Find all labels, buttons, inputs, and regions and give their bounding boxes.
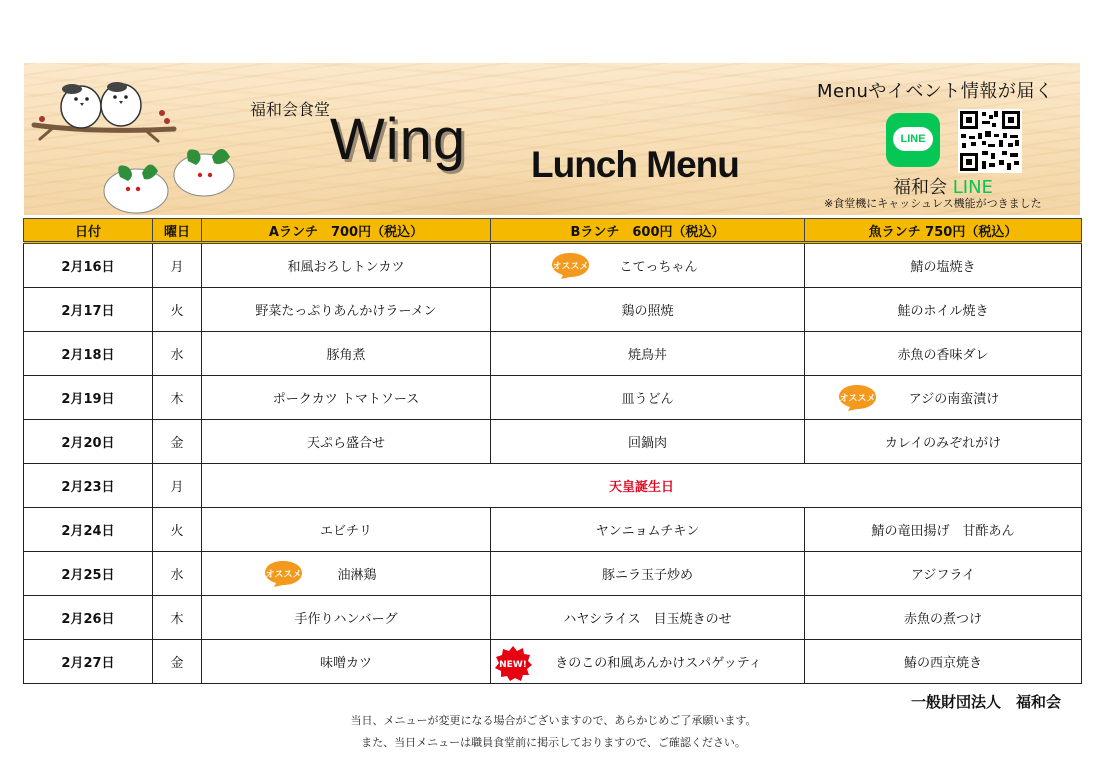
date-cell: 2月18日	[24, 332, 153, 376]
table-row	[24, 596, 1082, 640]
date-cell: 2月27日	[24, 640, 153, 684]
line-app-icon[interactable]	[886, 113, 940, 167]
b-lunch-cell: 鶏の照焼	[491, 288, 805, 332]
fish-lunch-cell: 鰆の西京焼き	[805, 640, 1082, 684]
day-cell: 火	[153, 508, 202, 552]
table-row	[24, 508, 1082, 552]
col-header-day: 曜日	[153, 219, 202, 243]
col-header-fish-lunch: 魚ランチ 750円（税込）	[805, 219, 1082, 243]
b-lunch-cell: 回鍋肉	[491, 420, 805, 464]
fish-lunch-cell: カレイのみぞれがけ	[805, 420, 1082, 464]
col-header-b-lunch: Bランチ 600円（税込）	[491, 219, 805, 243]
b-lunch-cell: ヤンニョムチキン	[491, 508, 805, 552]
b-lunch-cell	[491, 243, 805, 288]
date-cell: 2月26日	[24, 596, 153, 640]
day-cell: 火	[153, 288, 202, 332]
svg-text:オススメ: オススメ	[265, 570, 302, 580]
date-cell: 2月25日	[24, 552, 153, 596]
date-cell: 2月24日	[24, 508, 153, 552]
holiday-cell: 天皇誕生日	[202, 464, 1082, 508]
line-promo-text: Menuやイベント情報が届く	[817, 81, 1054, 102]
b-lunch-cell	[491, 640, 805, 684]
a-lunch-cell: 手作りハンバーグ	[202, 596, 491, 640]
table-row	[24, 288, 1082, 332]
a-lunch-cell: エビチリ	[202, 508, 491, 552]
a-lunch-cell: 豚角煮	[202, 332, 491, 376]
fish-lunch-cell: 鯖の竜田揚げ 甘酢あん	[805, 508, 1082, 552]
col-header-date: 日付	[24, 219, 153, 243]
table-row	[24, 243, 1082, 288]
page-title: Lunch Menu	[531, 144, 739, 185]
day-cell: 木	[153, 596, 202, 640]
table-row	[24, 640, 1082, 684]
recommended-badge-icon	[551, 251, 590, 280]
day-cell: 金	[153, 420, 202, 464]
recommended-badge-icon	[838, 383, 877, 412]
table-row	[24, 464, 1082, 508]
col-header-a-lunch: Aランチ 700円（税込）	[202, 219, 491, 243]
date-cell: 2月17日	[24, 288, 153, 332]
table-row	[24, 552, 1082, 596]
footer-organization: 一般財団法人 福和会	[911, 693, 1062, 711]
day-cell: 水	[153, 552, 202, 596]
fish-lunch-dish: アジの南蛮漬け	[908, 392, 1000, 407]
fish-lunch-cell: アジフライ	[805, 552, 1082, 596]
svg-text:オススメ: オススメ	[552, 262, 589, 272]
a-lunch-cell: ポークカツ トマトソース	[202, 376, 491, 420]
svg-text:オススメ: オススメ	[839, 394, 876, 404]
table-header-row	[24, 219, 1082, 243]
b-lunch-dish: こてっちゃん	[619, 260, 698, 275]
day-cell: 月	[153, 243, 202, 288]
day-cell: 金	[153, 640, 202, 684]
b-lunch-cell: ハヤシライス 目玉焼きのせ	[491, 596, 805, 640]
brand-logo-text: Wing	[330, 107, 467, 172]
qr-code-icon[interactable]	[958, 109, 1022, 173]
new-badge-icon	[494, 645, 532, 681]
recommended-badge-icon	[264, 559, 303, 588]
day-cell: 水	[153, 332, 202, 376]
line-label-prefix: 福和会	[893, 177, 947, 198]
bird-and-mochi-illustration	[24, 63, 264, 215]
day-cell: 木	[153, 376, 202, 420]
b-lunch-cell: 皿うどん	[491, 376, 805, 420]
day-cell: 月	[153, 464, 202, 508]
cashless-note: ※食堂機にキャッシュレス機能がつきました	[824, 197, 1042, 210]
fish-lunch-cell: 鮭のホイル焼き	[805, 288, 1082, 332]
a-lunch-dish: 油淋鶏	[337, 568, 377, 583]
fish-lunch-cell: 赤魚の香味ダレ	[805, 332, 1082, 376]
a-lunch-cell	[202, 552, 491, 596]
table-row	[24, 332, 1082, 376]
footer-note-line1: 当日、メニューが変更になる場合がございますので、あらかじめご了承願います。	[350, 714, 757, 727]
canteen-name: 福和会食堂	[250, 100, 331, 119]
line-label-brand: LINE	[952, 177, 993, 198]
header-banner	[24, 63, 1080, 215]
fish-lunch-cell: 鯖の塩焼き	[805, 243, 1082, 288]
date-cell: 2月20日	[24, 420, 153, 464]
b-lunch-cell: 焼鳥丼	[491, 332, 805, 376]
b-lunch-dish: きのこの和風あんかけスパゲッティ	[555, 656, 762, 671]
lunch-menu-table	[23, 218, 1082, 684]
a-lunch-cell: 和風おろしトンカツ	[202, 243, 491, 288]
b-lunch-cell: 豚ニラ玉子炒め	[491, 552, 805, 596]
a-lunch-cell: 味噌カツ	[202, 640, 491, 684]
a-lunch-cell: 野菜たっぷりあんかけラーメン	[202, 288, 491, 332]
date-cell: 2月23日	[24, 464, 153, 508]
fish-lunch-cell	[805, 376, 1082, 420]
table-row	[24, 420, 1082, 464]
table-row	[24, 376, 1082, 420]
svg-text:NEW!: NEW!	[499, 660, 527, 670]
date-cell: 2月16日	[24, 243, 153, 288]
a-lunch-cell: 天ぷら盛合せ	[202, 420, 491, 464]
fish-lunch-cell: 赤魚の煮つけ	[805, 596, 1082, 640]
line-icon-label: LINE	[893, 127, 933, 151]
footer-note-line2: また、当日メニューは職員食堂前に掲示しておりますので、ご確認ください。	[361, 736, 746, 749]
date-cell: 2月19日	[24, 376, 153, 420]
